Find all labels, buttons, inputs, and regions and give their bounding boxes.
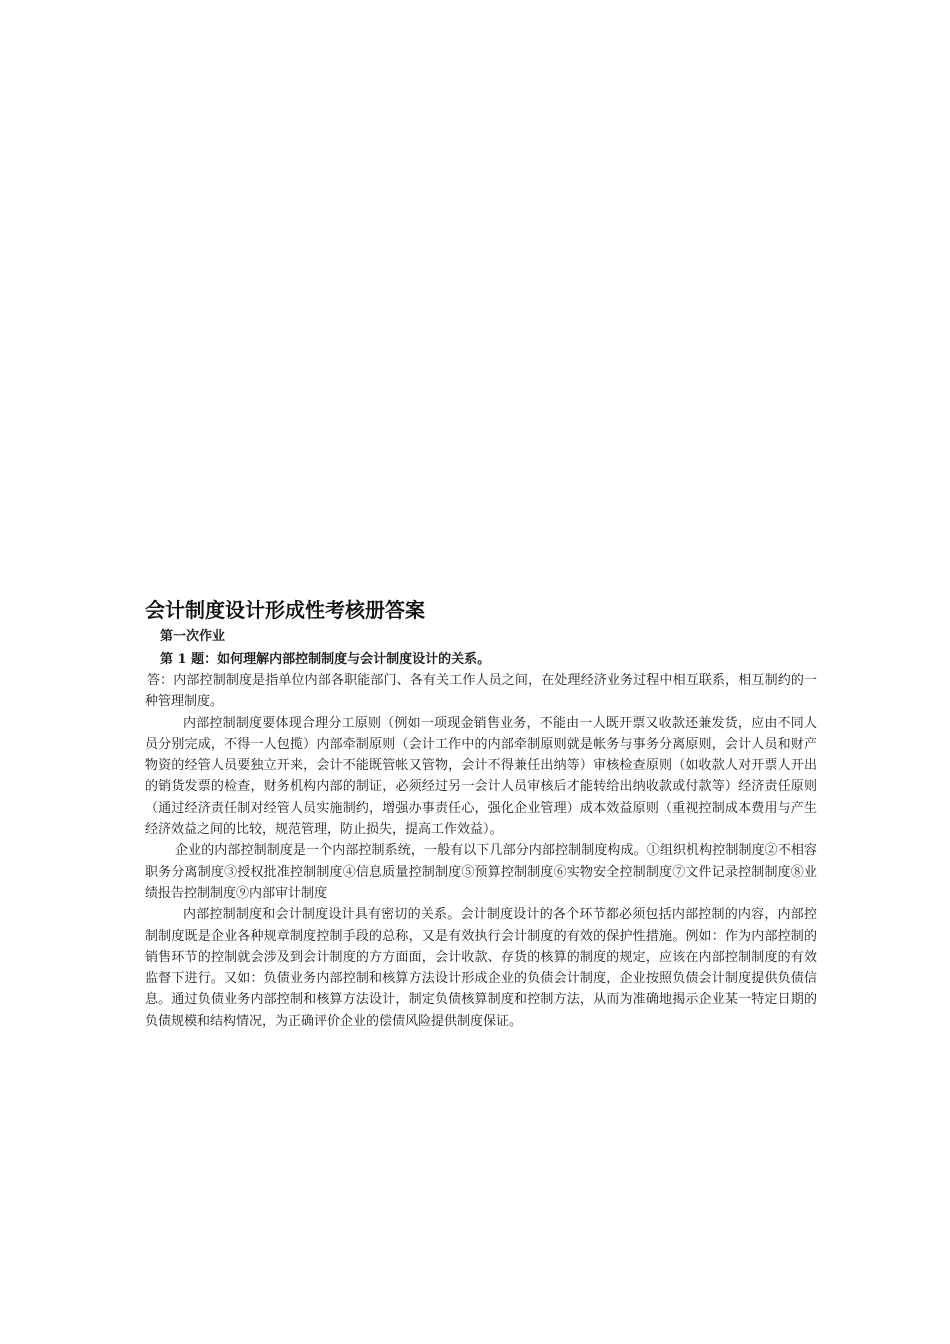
principles-paragraph: 内部控制制度要体现合理分工原则（例如一项现金销售业务，不能由一人既开票又收款还兼发货，应由不同人员分别完成，不得一人包揽）内部牵制原则（会计工作中的内部牵制原则就是帐务与事务分离原则，会计人员和财产物资的经管人员要独立开来，会计不能既管帐又管物，会计不得兼任出纳等）审核检查原则（如收款人对开票人开出的销货发票的检查，财务机构内部的制证，必须经过另一会计人员审核后才能转给出纳收款或付款等）经济责任原则（通过经济责任制对经管人员实施制约，增强办事责任心，强化企业管理）成本效益原则（重视控制成本费用与产生经济效益之间的比较，规范管理，防止损失，提高工作效益）。 bbox=[145, 715, 817, 838]
section-heading: 第一次作业 bbox=[160, 629, 226, 644]
relationship-paragraph: 内部控制制度和会计制度设计具有密切的关系。会计制度设计的各个环节都必须包括内部控制的内容，内部控制制度既是企业各种规章制度控制手段的总称，又是有效执行会计制度的有效的保护性措施。例如：作为内部控制的销售环节的控制就会涉及到会计制度的方方面面，会计收款、存货的核算的制度的规定，应该在内部控制制度的有效监督下进行。又如：负债业务内部控制和核算方法设计形成企业的负债会计制度，企业按照负债会计制度提供负债信息。通过负债业务内部控制和核算方法设计，制定负债核算制度和控制方法，从而为准确地揭示企业某一特定日期的负债规模和结构情况，为正确评价企业的偿债风险提供制度保证。 bbox=[145, 907, 817, 1029]
question-heading: 第 1 题：如何理解内部控制制度与会计制度设计的关系。 bbox=[160, 652, 491, 667]
answer-paragraph: 答：内部控制制度是指单位内部各职能部门、各有关工作人员之间，在处理经济业务过程中相互联系，相互制约的一种管理制度。 bbox=[145, 673, 817, 710]
control-system-paragraph: 企业的内部控制制度是一个内部控制系统，一般有以下几部分内部控制制度构成。①组织机构控制制度②不相容职务分离制度③授权批准控制制度④信息质量控制制度⑤预算控制制度⑥实物安全控制制度⑦文件记录控制制度⑧业绩报告控制制度⑨内部审计制度 bbox=[145, 843, 817, 901]
document-body bbox=[145, 596, 817, 1032]
document-title: 会计制度设计形成性考核册答案 bbox=[145, 598, 425, 622]
